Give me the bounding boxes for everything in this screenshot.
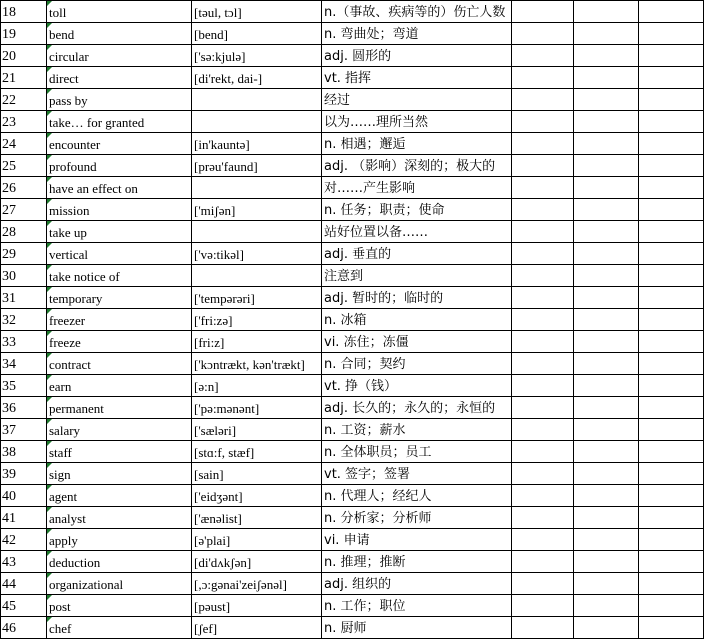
empty-cell[interactable] xyxy=(574,177,639,199)
word-cell[interactable]: take… for granted xyxy=(47,111,192,133)
empty-cell[interactable] xyxy=(512,617,574,639)
empty-cell[interactable] xyxy=(512,89,574,111)
meaning-cell[interactable]: vi. 冻住；冻僵 xyxy=(322,331,512,353)
table-row xyxy=(1,133,704,155)
phonetic-cell[interactable]: [prəu'faund] xyxy=(192,155,322,177)
row-number-cell[interactable]: 22 xyxy=(1,89,47,111)
empty-cell[interactable] xyxy=(574,133,639,155)
empty-cell[interactable] xyxy=(574,265,639,287)
phonetic-cell[interactable]: [ə'plai] xyxy=(192,529,322,551)
table-row xyxy=(1,463,704,485)
empty-cell[interactable] xyxy=(639,375,704,397)
word-cell[interactable]: have an effect on xyxy=(47,177,192,199)
meaning-cell[interactable]: 经过 xyxy=(322,89,512,111)
empty-cell[interactable] xyxy=(512,331,574,353)
word-cell[interactable]: vertical xyxy=(47,243,192,265)
table-row xyxy=(1,529,704,551)
empty-cell[interactable] xyxy=(639,441,704,463)
phonetic-cell[interactable]: ['eidʒənt] xyxy=(192,485,322,507)
empty-cell[interactable] xyxy=(574,485,639,507)
meaning-cell[interactable]: vt. 指挥 xyxy=(322,67,512,89)
empty-cell[interactable] xyxy=(639,485,704,507)
row-number-cell[interactable]: 30 xyxy=(1,265,47,287)
table-row xyxy=(1,89,704,111)
meaning-cell[interactable]: adj. 圆形的 xyxy=(322,45,512,67)
empty-cell[interactable] xyxy=(512,45,574,67)
meaning-cell[interactable]: n. 代理人；经纪人 xyxy=(322,485,512,507)
table-row xyxy=(1,243,704,265)
empty-cell[interactable] xyxy=(639,133,704,155)
table-row xyxy=(1,375,704,397)
empty-cell[interactable] xyxy=(512,463,574,485)
table-row xyxy=(1,485,704,507)
empty-cell[interactable] xyxy=(639,111,704,133)
row-number-cell[interactable]: 42 xyxy=(1,529,47,551)
row-number-cell[interactable]: 31 xyxy=(1,287,47,309)
meaning-cell[interactable]: n.（事故、疾病等的）伤亡人数 xyxy=(322,1,512,23)
empty-cell[interactable] xyxy=(639,155,704,177)
table-row xyxy=(1,551,704,573)
empty-cell[interactable] xyxy=(512,353,574,375)
word-cell[interactable]: agent xyxy=(47,485,192,507)
word-cell[interactable]: toll xyxy=(47,1,192,23)
word-cell[interactable]: circular xyxy=(47,45,192,67)
phonetic-cell[interactable]: [di'rekt, dai-] xyxy=(192,67,322,89)
empty-cell[interactable] xyxy=(512,375,574,397)
table-row xyxy=(1,221,704,243)
word-cell[interactable]: mission xyxy=(47,199,192,221)
row-number-cell[interactable]: 32 xyxy=(1,309,47,331)
word-cell[interactable]: direct xyxy=(47,67,192,89)
empty-cell[interactable] xyxy=(512,287,574,309)
table-row xyxy=(1,309,704,331)
meaning-cell[interactable]: n. 任务；职责；使命 xyxy=(322,199,512,221)
empty-cell[interactable] xyxy=(639,551,704,573)
word-cell[interactable]: deduction xyxy=(47,551,192,573)
row-number-cell[interactable]: 46 xyxy=(1,617,47,639)
word-cell[interactable]: sign xyxy=(47,463,192,485)
table-row xyxy=(1,441,704,463)
phonetic-cell[interactable]: [bend] xyxy=(192,23,322,45)
row-number-cell[interactable]: 33 xyxy=(1,331,47,353)
empty-cell[interactable] xyxy=(512,111,574,133)
table-row xyxy=(1,573,704,595)
row-number-cell[interactable]: 37 xyxy=(1,419,47,441)
word-cell[interactable]: post xyxy=(47,595,192,617)
empty-cell[interactable] xyxy=(512,133,574,155)
empty-cell[interactable] xyxy=(574,221,639,243)
word-cell[interactable]: freeze xyxy=(47,331,192,353)
table-row xyxy=(1,265,704,287)
word-cell[interactable]: take up xyxy=(47,221,192,243)
table-row xyxy=(1,177,704,199)
empty-cell[interactable] xyxy=(574,1,639,23)
empty-cell[interactable] xyxy=(512,397,574,419)
empty-cell[interactable] xyxy=(574,419,639,441)
row-number-cell[interactable]: 21 xyxy=(1,67,47,89)
table-row xyxy=(1,199,704,221)
row-number-cell[interactable]: 23 xyxy=(1,111,47,133)
word-cell[interactable]: take notice of xyxy=(47,265,192,287)
table-row xyxy=(1,111,704,133)
phonetic-cell[interactable] xyxy=(192,221,322,243)
meaning-cell[interactable]: n. 分析家；分析师 xyxy=(322,507,512,529)
word-cell[interactable]: temporary xyxy=(47,287,192,309)
meaning-cell[interactable]: adj. 组织的 xyxy=(322,573,512,595)
row-number-cell[interactable]: 24 xyxy=(1,133,47,155)
row-number-cell[interactable]: 27 xyxy=(1,199,47,221)
table-row xyxy=(1,155,704,177)
phonetic-cell[interactable]: ['miʃən] xyxy=(192,199,322,221)
word-cell[interactable]: freezer xyxy=(47,309,192,331)
empty-cell[interactable] xyxy=(574,353,639,375)
row-number-cell[interactable]: 43 xyxy=(1,551,47,573)
empty-cell[interactable] xyxy=(512,199,574,221)
empty-cell[interactable] xyxy=(574,199,639,221)
phonetic-cell[interactable]: [ʃef] xyxy=(192,617,322,639)
empty-cell[interactable] xyxy=(639,177,704,199)
empty-cell[interactable] xyxy=(512,507,574,529)
empty-cell[interactable] xyxy=(639,265,704,287)
empty-cell[interactable] xyxy=(574,463,639,485)
table-row xyxy=(1,397,704,419)
table-row xyxy=(1,331,704,353)
empty-cell[interactable] xyxy=(639,67,704,89)
table-row xyxy=(1,287,704,309)
empty-cell[interactable] xyxy=(639,331,704,353)
meaning-cell[interactable]: n. 冰箱 xyxy=(322,309,512,331)
empty-cell[interactable] xyxy=(512,155,574,177)
row-number-cell[interactable]: 39 xyxy=(1,463,47,485)
empty-cell[interactable] xyxy=(639,23,704,45)
table-row xyxy=(1,595,704,617)
empty-cell[interactable] xyxy=(639,45,704,67)
empty-cell[interactable] xyxy=(574,243,639,265)
meaning-cell[interactable]: 以为……理所当然 xyxy=(322,111,512,133)
word-cell[interactable]: bend xyxy=(47,23,192,45)
phonetic-cell[interactable]: ['sə:kjulə] xyxy=(192,45,322,67)
empty-cell[interactable] xyxy=(574,507,639,529)
empty-cell[interactable] xyxy=(639,529,704,551)
empty-cell[interactable] xyxy=(574,529,639,551)
meaning-cell[interactable]: 对……产生影响 xyxy=(322,177,512,199)
empty-cell[interactable] xyxy=(639,507,704,529)
row-number-cell[interactable]: 18 xyxy=(1,1,47,23)
empty-cell[interactable] xyxy=(512,419,574,441)
empty-cell[interactable] xyxy=(639,397,704,419)
meaning-cell[interactable]: 注意到 xyxy=(322,265,512,287)
row-number-cell[interactable]: 41 xyxy=(1,507,47,529)
meaning-cell[interactable]: n. 工资；薪水 xyxy=(322,419,512,441)
word-cell[interactable]: organizational xyxy=(47,573,192,595)
row-number-cell[interactable]: 40 xyxy=(1,485,47,507)
empty-cell[interactable] xyxy=(574,595,639,617)
meaning-cell[interactable]: n. 工作；职位 xyxy=(322,595,512,617)
empty-cell[interactable] xyxy=(512,23,574,45)
empty-cell[interactable] xyxy=(574,617,639,639)
empty-cell[interactable] xyxy=(574,441,639,463)
empty-cell[interactable] xyxy=(574,45,639,67)
empty-cell[interactable] xyxy=(639,419,704,441)
empty-cell[interactable] xyxy=(574,23,639,45)
empty-cell[interactable] xyxy=(512,243,574,265)
phonetic-cell[interactable]: ['ænəlist] xyxy=(192,507,322,529)
empty-cell[interactable] xyxy=(574,397,639,419)
empty-cell[interactable] xyxy=(574,89,639,111)
empty-cell[interactable] xyxy=(574,331,639,353)
row-number-cell[interactable]: 34 xyxy=(1,353,47,375)
empty-cell[interactable] xyxy=(574,573,639,595)
meaning-cell[interactable]: vi. 申请 xyxy=(322,529,512,551)
empty-cell[interactable] xyxy=(512,67,574,89)
empty-cell[interactable] xyxy=(639,463,704,485)
empty-cell[interactable] xyxy=(512,309,574,331)
empty-cell[interactable] xyxy=(639,243,704,265)
empty-cell[interactable] xyxy=(639,221,704,243)
word-cell[interactable]: apply xyxy=(47,529,192,551)
empty-cell[interactable] xyxy=(512,1,574,23)
row-number-cell[interactable]: 19 xyxy=(1,23,47,45)
empty-cell[interactable] xyxy=(512,485,574,507)
table-row xyxy=(1,45,704,67)
empty-cell[interactable] xyxy=(639,199,704,221)
phonetic-cell[interactable]: ['kɔntrækt, kən'trækt] xyxy=(192,353,322,375)
phonetic-cell[interactable]: ['pə:mənənt] xyxy=(192,397,322,419)
table-row xyxy=(1,23,704,45)
phonetic-cell[interactable]: ['fri:zə] xyxy=(192,309,322,331)
phonetic-cell[interactable]: [sain] xyxy=(192,463,322,485)
table-row xyxy=(1,67,704,89)
meaning-cell[interactable]: adj. 长久的；永久的；永恒的 xyxy=(322,397,512,419)
word-cell[interactable]: profound xyxy=(47,155,192,177)
empty-cell[interactable] xyxy=(512,573,574,595)
phonetic-cell[interactable]: ['tempərəri] xyxy=(192,287,322,309)
table-row xyxy=(1,1,704,23)
meaning-cell[interactable]: n. 厨师 xyxy=(322,617,512,639)
word-cell[interactable]: contract xyxy=(47,353,192,375)
phonetic-cell[interactable] xyxy=(192,89,322,111)
table-row xyxy=(1,419,704,441)
word-cell[interactable]: encounter xyxy=(47,133,192,155)
word-cell[interactable]: chef xyxy=(47,617,192,639)
empty-cell[interactable] xyxy=(639,309,704,331)
row-number-cell[interactable]: 35 xyxy=(1,375,47,397)
word-cell[interactable]: earn xyxy=(47,375,192,397)
phonetic-cell[interactable]: [pəust] xyxy=(192,595,322,617)
empty-cell[interactable] xyxy=(512,441,574,463)
row-number-cell[interactable]: 44 xyxy=(1,573,47,595)
empty-cell[interactable] xyxy=(512,529,574,551)
row-number-cell[interactable]: 25 xyxy=(1,155,47,177)
empty-cell[interactable] xyxy=(574,375,639,397)
phonetic-cell[interactable]: [di'dʌkʃən] xyxy=(192,551,322,573)
empty-cell[interactable] xyxy=(512,551,574,573)
word-cell[interactable]: staff xyxy=(47,441,192,463)
word-cell[interactable]: salary xyxy=(47,419,192,441)
row-number-cell[interactable]: 45 xyxy=(1,595,47,617)
meaning-cell[interactable]: adj. 垂直的 xyxy=(322,243,512,265)
meaning-cell[interactable]: 站好位置以备…… xyxy=(322,221,512,243)
phonetic-cell[interactable]: [fri:z] xyxy=(192,331,322,353)
empty-cell[interactable] xyxy=(574,309,639,331)
empty-cell[interactable] xyxy=(639,353,704,375)
meaning-cell[interactable]: n. 弯曲处；弯道 xyxy=(322,23,512,45)
meaning-cell[interactable]: adj. （影响）深刻的；极大的 xyxy=(322,155,512,177)
word-cell[interactable]: pass by xyxy=(47,89,192,111)
meaning-cell[interactable]: n. 全体职员；员工 xyxy=(322,441,512,463)
empty-cell[interactable] xyxy=(639,1,704,23)
empty-cell[interactable] xyxy=(512,595,574,617)
empty-cell[interactable] xyxy=(639,617,704,639)
empty-cell[interactable] xyxy=(574,155,639,177)
word-cell[interactable]: analyst xyxy=(47,507,192,529)
phonetic-cell[interactable]: [təul, tɔl] xyxy=(192,1,322,23)
row-number-cell[interactable]: 20 xyxy=(1,45,47,67)
phonetic-cell[interactable] xyxy=(192,111,322,133)
meaning-cell[interactable]: n. 推理；推断 xyxy=(322,551,512,573)
meaning-cell[interactable]: vt. 挣（钱） xyxy=(322,375,512,397)
phonetic-cell[interactable]: [stɑ:f, stæf] xyxy=(192,441,322,463)
table-row xyxy=(1,507,704,529)
empty-cell[interactable] xyxy=(512,221,574,243)
phonetic-cell[interactable]: [ə:n] xyxy=(192,375,322,397)
meaning-cell[interactable]: vt. 签字；签署 xyxy=(322,463,512,485)
row-number-cell[interactable]: 28 xyxy=(1,221,47,243)
empty-cell[interactable] xyxy=(639,573,704,595)
empty-cell[interactable] xyxy=(574,551,639,573)
phonetic-cell[interactable] xyxy=(192,177,322,199)
word-cell[interactable]: permanent xyxy=(47,397,192,419)
empty-cell[interactable] xyxy=(639,287,704,309)
empty-cell[interactable] xyxy=(512,265,574,287)
empty-cell[interactable] xyxy=(639,595,704,617)
meaning-cell[interactable]: adj. 暂时的；临时的 xyxy=(322,287,512,309)
phonetic-cell[interactable]: ['və:tikəl] xyxy=(192,243,322,265)
empty-cell[interactable] xyxy=(512,177,574,199)
empty-cell[interactable] xyxy=(574,111,639,133)
phonetic-cell[interactable]: ['sæləri] xyxy=(192,419,322,441)
phonetic-cell[interactable] xyxy=(192,265,322,287)
meaning-cell[interactable]: n. 相遇；邂逅 xyxy=(322,133,512,155)
row-number-cell[interactable]: 26 xyxy=(1,177,47,199)
phonetic-cell[interactable]: [,ɔ:gənai'zeiʃənəl] xyxy=(192,573,322,595)
meaning-cell[interactable]: n. 合同；契约 xyxy=(322,353,512,375)
empty-cell[interactable] xyxy=(639,89,704,111)
row-number-cell[interactable]: 29 xyxy=(1,243,47,265)
table-row xyxy=(1,353,704,375)
row-number-cell[interactable]: 38 xyxy=(1,441,47,463)
row-number-cell[interactable]: 36 xyxy=(1,397,47,419)
table-body xyxy=(1,1,704,639)
empty-cell[interactable] xyxy=(574,287,639,309)
table-row xyxy=(1,617,704,639)
phonetic-cell[interactable]: [in'kauntə] xyxy=(192,133,322,155)
empty-cell[interactable] xyxy=(574,67,639,89)
